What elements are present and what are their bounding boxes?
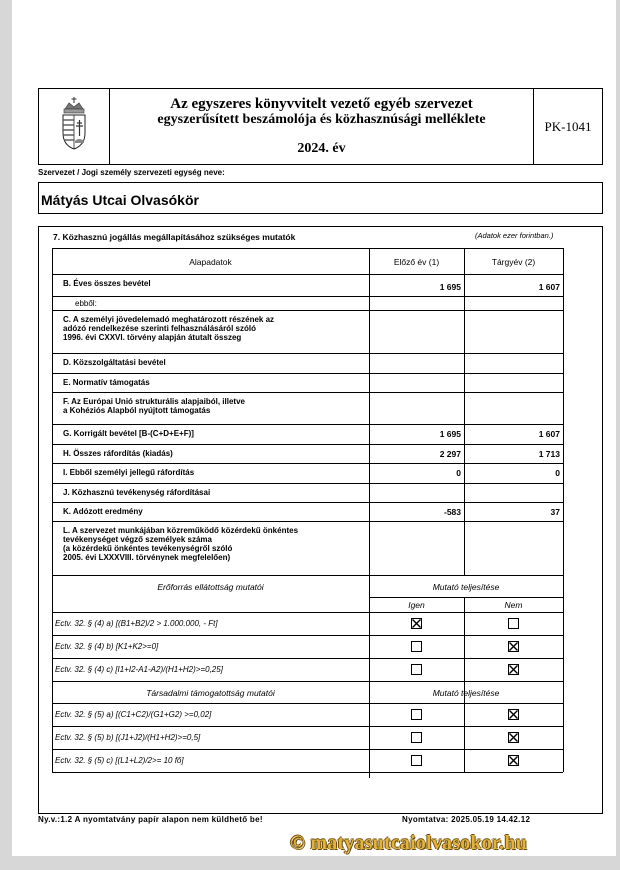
table-rule — [563, 248, 564, 575]
table-rule — [369, 597, 563, 598]
table-row-label: L. A szervezet munkájában közreműködő közérdekű önkéntes tevékenységet végző személyek száma (a közérdekű önkéntes tevékenységről szóló 2005. évi LXXXVIII. törvénynek megfelelően) — [63, 526, 299, 562]
table-rule — [52, 612, 563, 613]
x-mark-icon — [508, 755, 519, 766]
table-row-label: H. Összes ráfordítás (kiadás) — [63, 449, 173, 458]
table-rule — [52, 463, 563, 464]
table-rule — [52, 310, 563, 311]
table-value-prev: -583 — [443, 506, 461, 517]
table-rule — [52, 749, 563, 750]
empty-box-icon — [411, 664, 422, 675]
table-rule — [52, 575, 563, 576]
form-title-line2: egyszerűsített beszámolója és közhasznúsági melléklete — [157, 112, 486, 127]
table-row-label: I. Ebből személyi jellegű ráfordítás — [63, 468, 195, 477]
crest-cell — [39, 89, 110, 164]
empty-box-icon — [411, 641, 422, 652]
empty-box-icon — [411, 755, 422, 766]
yes-header: Igen — [408, 600, 425, 610]
table-value-curr: 1 607 — [538, 282, 560, 292]
x-mark-icon — [508, 709, 519, 720]
table-value-prev: 1 695 — [439, 282, 461, 292]
table-value-prev: 1 695 — [439, 429, 461, 439]
form-code: PK-1041 — [533, 89, 602, 164]
criterion-label: Ectv. 32. § (5) b) [(J1+J2)/(H1+H2)>=0,5] — [55, 733, 201, 742]
organization-label: Szervezet / Jogi személy szervezeti egység neve: — [38, 168, 225, 177]
col-header-curr: Tárgyév (2) — [491, 257, 536, 267]
watermark: © matyasutcaiolvasokor.hu — [290, 832, 528, 854]
footer-note: Ny.v.:1.2 A nyomtatvány papír alapon nem küldhető be! — [38, 815, 263, 824]
table-rule — [52, 502, 563, 503]
table-row-label: B. Éves összes bevétel — [63, 279, 151, 288]
form-title-line1: Az egyszeres könyvvitelt vezető egyéb szervezet — [170, 96, 473, 112]
table-rule — [369, 248, 370, 575]
table-value-prev: 2 297 — [439, 448, 461, 459]
table-value-curr: 1 713 — [538, 448, 560, 459]
table-rule — [563, 575, 564, 772]
table-rule — [464, 248, 465, 575]
form-page — [12, 0, 616, 856]
table-rule — [52, 681, 563, 682]
support-header: Társadalmi támogatottság mutatói — [146, 688, 275, 698]
print-timestamp: Nyomtatva: 2025.05.19 14.42.12 — [402, 815, 531, 824]
form-header — [38, 88, 603, 165]
table-rule — [52, 575, 53, 772]
section-title: 7. Közhasznú jogállás megállapításához szükséges mutatók — [53, 232, 296, 242]
resource-header: Erőforrás ellátottság mutatói — [157, 582, 264, 592]
table-rule — [52, 658, 563, 659]
table-value-curr: 37 — [550, 506, 560, 517]
no-header: Nem — [504, 600, 523, 610]
table-rule — [52, 373, 563, 374]
x-mark-icon — [508, 641, 519, 652]
table-row-label: K. Adózott eredmény — [63, 507, 143, 516]
x-mark-icon — [508, 664, 519, 675]
col-header-prev: Előző év (1) — [393, 257, 440, 267]
empty-box-icon — [411, 732, 422, 743]
fulfil-header: Mutató teljesítése — [432, 582, 500, 592]
table-value-prev: 0 — [456, 468, 461, 478]
table-row-label: ebből: — [75, 299, 97, 308]
table-row-label: E. Normatív támogatás — [63, 378, 150, 387]
table-rule — [52, 392, 563, 393]
table-rule — [52, 444, 563, 445]
table-rule — [52, 274, 563, 275]
table-rule — [52, 772, 563, 773]
x-mark-icon — [411, 618, 422, 629]
table-rule — [52, 726, 563, 727]
criterion-label: Ectv. 32. § (4) b) [K1+K2>=0] — [55, 642, 159, 651]
support-fulfil-header: Mutató teljesítése — [432, 688, 500, 698]
table-rule — [464, 597, 465, 772]
table-value-curr: 1 607 — [538, 429, 560, 439]
table-rule — [52, 635, 563, 636]
table-row-label: F. Az Európai Unió strukturális alapjaiból, illetve a Kohéziós Alapból nyújtott támogatás — [63, 397, 245, 415]
table-value-curr: 0 — [555, 468, 560, 478]
empty-box-icon — [411, 709, 422, 720]
table-row-label: J. Közhasznú tevékenység ráfordításai — [63, 488, 211, 497]
organization-name: Mátyás Utcai Olvasókör — [41, 192, 199, 208]
table-rule — [52, 424, 563, 425]
table-rule — [52, 521, 563, 522]
unit-note: (Adatok ezer forintban.) — [475, 231, 554, 240]
table-row-label: D. Közszolgáltatási bevétel — [63, 358, 166, 367]
table-rule — [52, 248, 563, 249]
table-rule — [52, 248, 53, 575]
form-year: 2024. év — [297, 141, 346, 156]
table-rule — [52, 353, 563, 354]
criterion-label: Ectv. 32. § (5) c) [(L1+L2)/2>= 10 fő] — [55, 756, 184, 765]
hungarian-coat-of-arms-icon — [39, 89, 109, 164]
table-rule — [369, 575, 370, 778]
table-rule — [52, 483, 563, 484]
organization-name-box — [38, 182, 603, 214]
criterion-label: Ectv. 32. § (4) a) [(B1+B2)/2 > 1.000.000, - Ft] — [55, 619, 218, 628]
criterion-label: Ectv. 32. § (5) a) [(C1+C2)/(G1+G2) >=0,02] — [55, 710, 212, 719]
table-rule — [52, 296, 563, 297]
table-row-label: G. Korrigált bevétel [B-(C+D+E+F)] — [63, 429, 194, 438]
table-rule — [52, 703, 563, 704]
table-row-label: C. A személyi jövedelemadó meghatározott részének az adózó rendelkezése szerinti felhasználásáról szóló 1996. évi CXXVI. törvény alapján átutalt összeg — [63, 315, 275, 342]
criterion-label: Ectv. 32. § (4) c) [I1+I2-A1-A2)/(H1+H2)>=0,25] — [55, 665, 223, 674]
empty-box-icon — [508, 618, 519, 629]
col-header-base: Alapadatok — [189, 257, 232, 267]
x-mark-icon — [508, 732, 519, 743]
